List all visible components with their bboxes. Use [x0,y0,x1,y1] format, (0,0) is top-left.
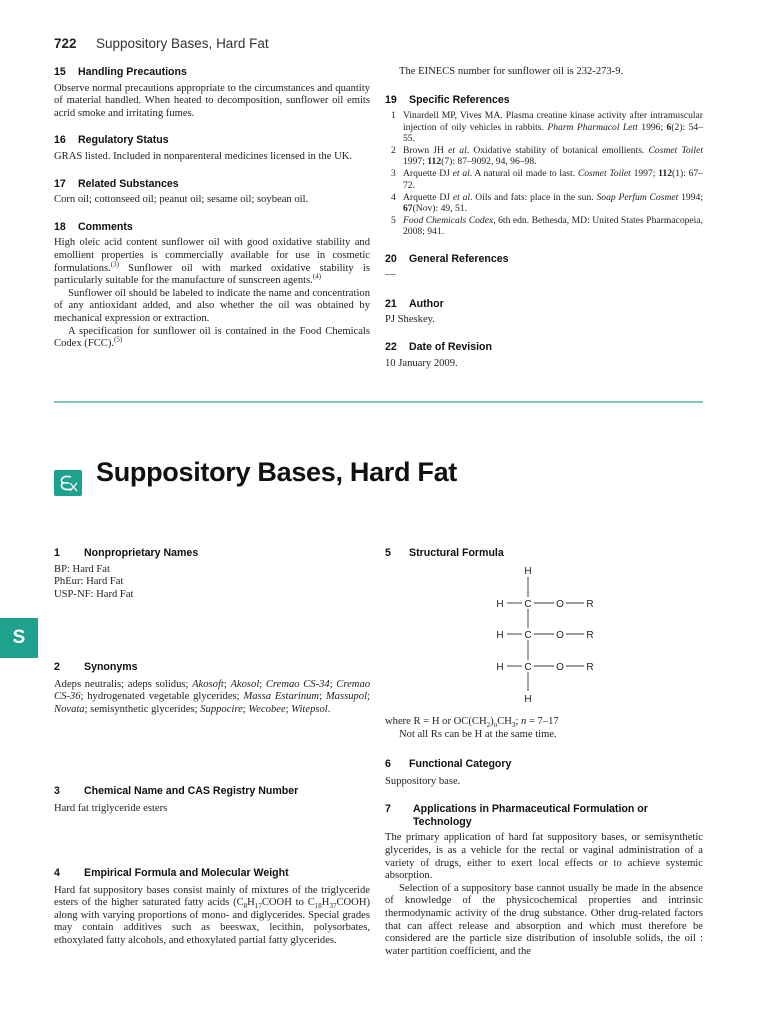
synonyms-block [54,661,370,716]
section-6-text: Suppository base. [385,775,461,787]
section-3-text: Hard fat triglyceride esters [54,802,168,814]
section-20-heading: 20 General References [385,252,509,265]
section-4-text: Hard fat suppository bases consist mainly of mixtures of the triglyceride esters of the higher saturated fatty acids ($C_8H_{17}COOH$ to $C_{18}H_{37}COOH$) along with varying proportions of mono- and diglycerides. Special grades may contain additives such as beeswax, lecithin, polysorbates, ethoxylated fatty alcohols, and ethoxylated partial fatty glycerides. [54,884,370,946]
running-title: Suppository Bases, Hard Fat [96,36,269,51]
section-7-paragraph-1: The primary application of hard fat suppository bases, or semisynthetic glycerides, is as a vehicle for the rectal or vaginal administration of a variety of drugs, either to exert local effects or to achieve systemic absorption. [385,832,703,882]
section-21-text: PJ Sheskey. [385,314,435,326]
structural-formula-heading-block [385,547,703,560]
section-2-heading: 2 Synonyms [54,661,138,673]
section-5-heading: 5 Structural Formula [385,547,504,559]
atom-c-1: C [524,599,532,610]
atom-o-2: O [556,630,564,641]
atom-h-3: H [496,662,504,673]
functional-category-block [385,758,703,958]
atom-h-top: H [524,566,532,577]
section-15-text: Observe normal precautions appropriate to the circumstances and quantity of material handled. When heated to decomposition, sunflower oil emits acrid smoke and irritating fumes. [54,82,370,119]
top-right-column [385,66,703,370]
excipient-logo-icon [54,470,82,496]
section-3-heading: 3 Chemical Name and CAS Registry Number [54,785,299,797]
atom-c-2: C [524,630,532,641]
chemical-name-block [54,785,370,815]
reference-item: 1 Vinardell MP, Vives MA. Plasma creatine kinase activity after intramuscular injection of oily vehicles in rabbits. Pharm Pharmacol Lett 1996; 6(2): 54–55. [391,110,703,144]
section-letter-tab: S [0,618,38,658]
atom-h-1: H [496,599,504,610]
page-number: 722 [54,36,77,51]
section-18-paragraph-2: Sunflower oil should be labeled to indicate the name and concentration of any antioxidant added, and also whether the oil was obtained by mechanical expression or extraction. [54,287,370,324]
structural-formula-caption [385,716,703,741]
section-18-paragraph-1: High oleic acid content sunflower oil with good oxidative stability and emollient properties is commercially available for use in cosmetic formulations.$^{(3)}$ Sunflower oil with marked oxidative stability is particularly suitable for the manufacture of sunscreen agents.$^{(4)}$ [54,237,370,287]
top-left-column [54,66,370,351]
formula-where-line: where R = H or $OC(CH_2)_nCH_3$; n = 7–17 [385,716,559,730]
section-19-heading: 19 Specific References [385,93,510,106]
section-16-heading: 16 Regulatory Status [54,134,169,147]
section-7-heading: 7 Applications in Pharmaceutical Formulation or Technology [385,803,648,828]
synonyms-text: Adeps neutralis; adeps solidus; Akosoft; Akosol; Cremao CS-34; Cremao CS-36; hydrogenated vegetable glycerides; Massa Estarinum; Massupol; Novata; semisynthetic glycerides; Suppocire; Wecobee; Witepsol. [54,678,371,715]
section-17-text: Corn oil; cottonseed oil; peanut oil; sesame oil; soybean oil. [54,194,309,206]
einecs-text: The EINECS number for sunflower oil is 232-273-9. [399,66,624,77]
section-15-heading: 15 Handling Precautions [54,66,187,78]
reference-item: 2 Brown JH et al. Oxidative stability of botanical emollients. Cosmet Toilet 1997; 112(7): 87–9092, 94, 96–98. [391,144,703,168]
atom-h-2: H [496,630,504,641]
section-divider [54,401,703,403]
nonproprietary-names [54,564,370,602]
atom-o-1: O [556,599,564,610]
atom-o-3: O [556,662,564,673]
section-22-heading: 22 Date of Revision [385,341,493,354]
references-list [385,110,703,237]
monograph-title: Suppository Bases, Hard Fat [96,457,457,487]
atom-r-2: R [586,630,594,641]
reference-item: 4 Arquette DJ et al. Oils and fats: place in the sun. Soap Perfum Cosmet 1994; 67(Nov): 49, 51. [391,191,703,214]
atom-c-3: C [524,662,532,673]
atom-r-1: R [586,599,594,610]
reference-item: 3 Arquette DJ et al. A natural oil made to last. Cosmet Toilet 1997; 112(1): 67–72. [391,168,703,191]
section-16-text: GRAS listed. Included in nonparenteral medicines licensed in the UK. [54,150,353,162]
empirical-formula-block [54,867,370,948]
name-pheur: PhEur: Hard Fat [54,576,124,588]
structural-formula-diagram [480,562,610,707]
section-22-text: 10 January 2009. [385,357,458,369]
left-column [54,547,370,601]
section-21-heading: 21 Author [385,297,444,310]
name-bp: BP: Hard Fat [54,563,110,575]
atom-h-bottom: H [524,694,532,705]
section-1-heading: 1 Nonproprietary Names [54,547,199,559]
section-18-heading: 18 Comments [54,220,133,233]
section-6-heading: 6 Functional Category [385,758,512,770]
section-18-paragraph-3: A specification for sunflower oil is contained in the Food Chemicals Codex (FCC).$^{(5)}$ [54,325,370,350]
atom-r-3: R [586,662,594,673]
reference-item: 5 Food Chemicals Codex, 6th edn. Bethesda, MD: United States Pharmacopeia, 2008; 941. [391,214,703,238]
section-4-heading: 4 Empirical Formula and Molecular Weight [54,867,289,879]
name-uspnf: USP-NF: Hard Fat [54,588,134,600]
section-20-text: — [385,269,396,281]
formula-note: Not all Rs can be H at the same time. [399,728,557,740]
section-7-paragraph-2: Selection of a suppository base cannot usually be made in the absence of knowledge of the physicochemical properties and intrinsic thermodynamic activity of the drug substance. Other drug-related factors that can affect release and absorption and which must therefore be considered are the particle size distribution of insoluble solids, the oil : water partition coefficient, and the [385,882,703,957]
section-17-heading: 17 Related Substances [54,177,179,190]
